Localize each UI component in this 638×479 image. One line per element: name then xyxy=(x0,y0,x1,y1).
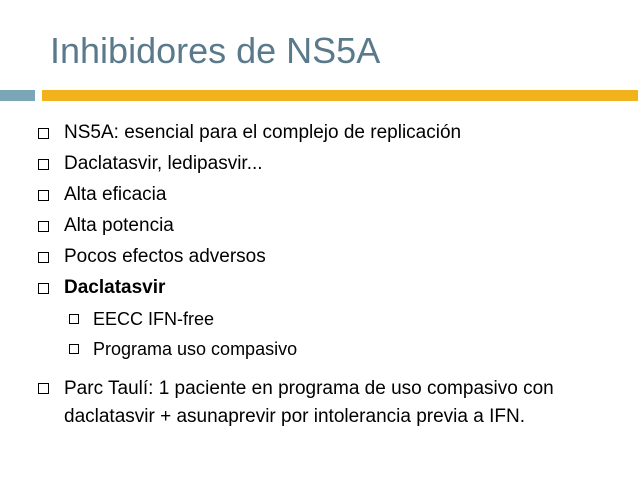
sub-bullet-text: Programa uso compasivo xyxy=(93,339,298,359)
note-paragraph: Parc Taulí: 1 paciente en programa de uso compasivo con daclatasvir + asunaprevir por intolerancia previa a IFN. xyxy=(64,378,554,427)
bullet-text: Pocos efectos adversos xyxy=(64,246,266,267)
square-bullet-icon xyxy=(69,344,79,354)
bullet-text: Daclatasvir, ledipasvir... xyxy=(64,153,263,174)
square-bullet-icon xyxy=(38,190,49,201)
square-bullet-icon xyxy=(38,252,49,263)
bullet-text: Alta eficacia xyxy=(64,184,167,205)
accent-bar-right xyxy=(42,90,638,101)
slide-title: Inhibidores de NS5A xyxy=(50,30,381,71)
square-bullet-icon xyxy=(69,314,79,324)
bullet-text-bold: Daclatasvir xyxy=(64,277,166,298)
square-bullet-icon xyxy=(38,159,49,170)
square-bullet-icon xyxy=(38,383,49,394)
bullet-text: NS5A: esencial para el complejo de replicación xyxy=(64,122,462,143)
square-bullet-icon xyxy=(38,283,49,294)
sub-bullet-text: EECC IFN-free xyxy=(93,309,215,329)
square-bullet-icon xyxy=(38,221,49,232)
accent-bar-left xyxy=(0,90,35,101)
bullet-text: Alta potencia xyxy=(64,215,174,236)
square-bullet-icon xyxy=(38,128,49,139)
